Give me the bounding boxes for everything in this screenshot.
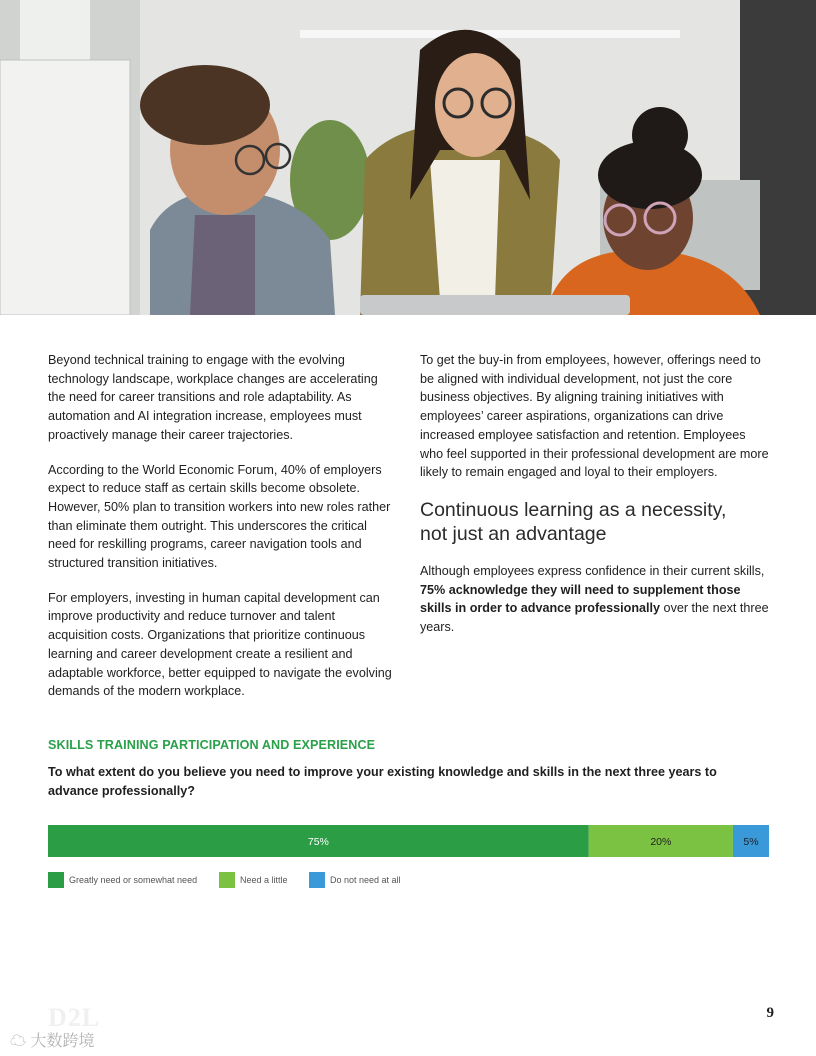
d2l-logo: D2L — [48, 1003, 101, 1032]
hero-illustration — [0, 0, 816, 315]
section-heading-line: not just an advantage — [420, 522, 607, 545]
hero-photo — [0, 0, 816, 315]
section-heading — [420, 498, 772, 546]
legend-swatch — [48, 872, 64, 888]
watermark-icon: ☁ — [10, 1033, 27, 1050]
body-paragraph: Beyond technical training to engage with the evolving technology landscape, workplace changes are accelerating the need for career transitions and role adaptability. As automation and AI integration increase, employees must proactively manage their career trajectories. — [48, 353, 378, 442]
legend-label: Greatly need or somewhat need — [69, 875, 198, 885]
bar-segment-label-3: 5% — [743, 836, 759, 848]
bar-segment-label-2: 20% — [650, 836, 672, 848]
legend-swatch — [219, 872, 235, 888]
watermark-text: 大数跨境 — [30, 1033, 95, 1050]
paragraph-text: over the next three years. — [420, 601, 769, 635]
paragraph-text: Although employees express confidence in their current skills, — [420, 563, 765, 578]
section-heading-line: Continuous learning as a necessity, — [420, 498, 727, 521]
body-paragraph: According to the World Economic Forum, 40% of employers expect to reduce staff as certain skills become obsolete. However, 50% plan to transition workers into new roles rather than eliminate them outright. This underscores the critical need for reskilling programs, career navigation tools and structured transition initiatives. — [48, 462, 391, 571]
legend-label: Do not need at all — [330, 875, 401, 885]
body-paragraph: To get the buy-in from employees, however, offerings need to be aligned with individual development, not just the core business objectives. By aligning training initiatives with employees’ career aspirations, organizations can drive increased employee satisfaction and retention. Employees who feel supported in their professional development are more likely to remain engaged and loyal to their employers. — [420, 353, 769, 480]
bar-segment-label-1: 75% — [307, 836, 329, 848]
page-number: 9 — [766, 1005, 774, 1021]
highlighted-statistic: 75% acknowledge they will need to supplement those skills in order to advance professionally — [420, 582, 741, 616]
right-text-column — [420, 351, 772, 653]
watermark — [10, 1028, 94, 1051]
chart-section-label: SKILLS TRAINING PARTICIPATION AND EXPERIENCE — [48, 738, 376, 752]
stacked-bar-chart — [48, 825, 769, 857]
left-text-column — [48, 351, 393, 717]
survey-question: To what extent do you believe you need to improve your existing knowledge and skills in the next three years to advance professionally? — [48, 765, 717, 798]
body-paragraph: For employers, investing in human capital development can improve productivity and reduce turnover and talent acquisition costs. Organizations that prioritize continuous learning and career development create a resilient and adaptable workforce, better equipped to navigate the evolving demands of the modern workplace. — [48, 590, 392, 699]
legend-swatch — [309, 872, 325, 888]
legend-label: Need a little — [240, 875, 288, 885]
body-paragraph — [420, 562, 772, 637]
